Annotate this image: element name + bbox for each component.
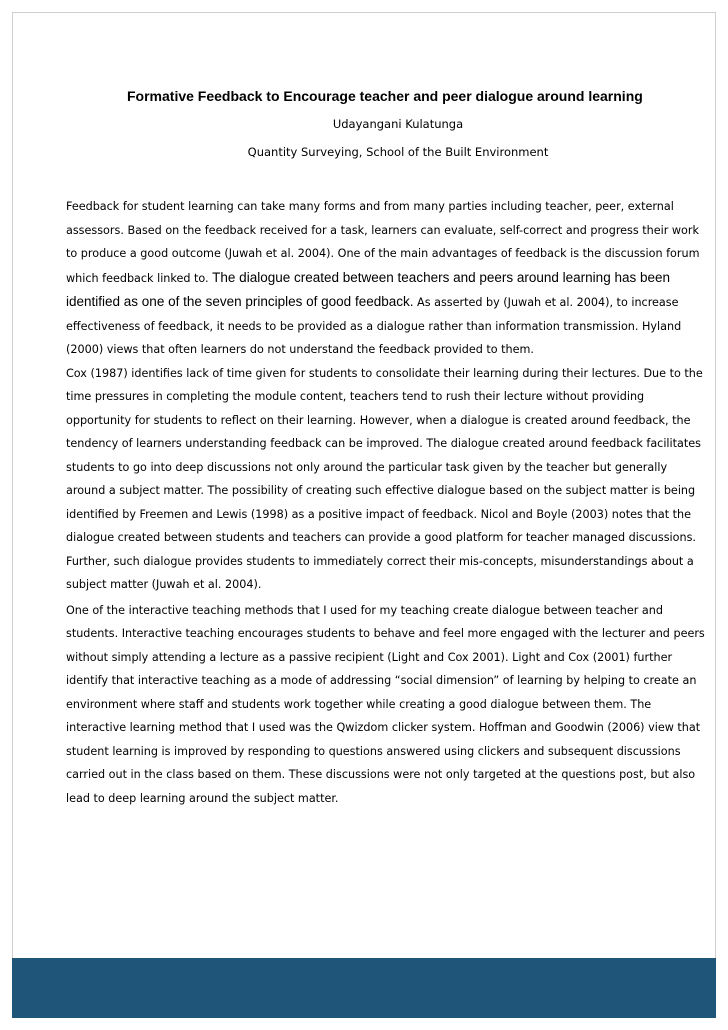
body-text: [66, 195, 706, 810]
paragraph-1: [66, 195, 706, 362]
author-name: Udayangani Kulatunga: [332, 117, 464, 131]
paragraph-1-part-1: Feedback for student learning can take many forms and from many parties including teacher, peer, external assessors. Based on the feedback received for a task, learners can evaluate, self-correct and progress their work to produce a good outcome (Juwah et al. 2004). One of the main advantages of feedback is the discussion forum which feedback linked to.: [66, 200, 700, 285]
paragraph-2: Cox (1987) identifies lack of time given for students to consolidate their learning during their lectures. Due to the time pressures in completing the module content, teachers tend to rush their lecture without providing opportunity for students to reflect on their learning. However, when a dialogue is created around feedback, the tendency of learners understanding feedback can be improved. The dialogue created around feedback facilitates students to go into deep discussions not only around the particular task given by the teacher but generally around a subject matter. The possibility of creating such effective dialogue based on the subject matter is being identified by Freemen and Lewis (1998) as a positive impact of feedback. Nicol and Boyle (2003) notes that the dialogue created between students and teachers can provide a good platform for teacher managed discussions. Further, such dialogue provides students to immediately correct their mis-concepts, misunderstandings about a subject matter (Juwah et al. 2004).: [66, 366, 703, 591]
paragraph-1-part-3: As asserted by (Juwah et al. 2004), to increase effectiveness of feedback, it needs to be provided as a dialogue rather than information transmission. Hyland (2000) views that often learners do not understand the feedback provided to them.: [66, 296, 682, 356]
footer-band: [12, 958, 716, 1018]
paragraph-1-part-2: The dialogue created between teachers and peers around learning has been identified as one of the seven principles of good feedback.: [66, 269, 670, 309]
document-page: [12, 12, 716, 1018]
author-affiliation: Quantity Surveying, School of the Built Environment: [247, 145, 549, 159]
document-title: Formative Feedback to Encourage teacher and peer dialogue around learning: [127, 88, 643, 104]
paragraph-3: One of the interactive teaching methods that I used for my teaching create dialogue between teacher and students. Interactive teaching encourages students to behave and feel more engaged with the lecturer and peers without simply attending a lecture as a passive recipient (Light and Cox 2001). Light and Cox (2001) further identify that interactive teaching as a mode of addressing “social dimension” of learning by helping to create an environment where staff and students work together while creating a good dialogue between them. The interactive learning method that I used was the Qwizdom clicker system. Hoffman and Goodwin (2006) view that student learning is improved by responding to questions answered using clickers and subsequent discussions carried out in the class based on them. These discussions were not only targeted at the questions post, but also lead to deep learning around the subject matter.: [66, 603, 705, 805]
